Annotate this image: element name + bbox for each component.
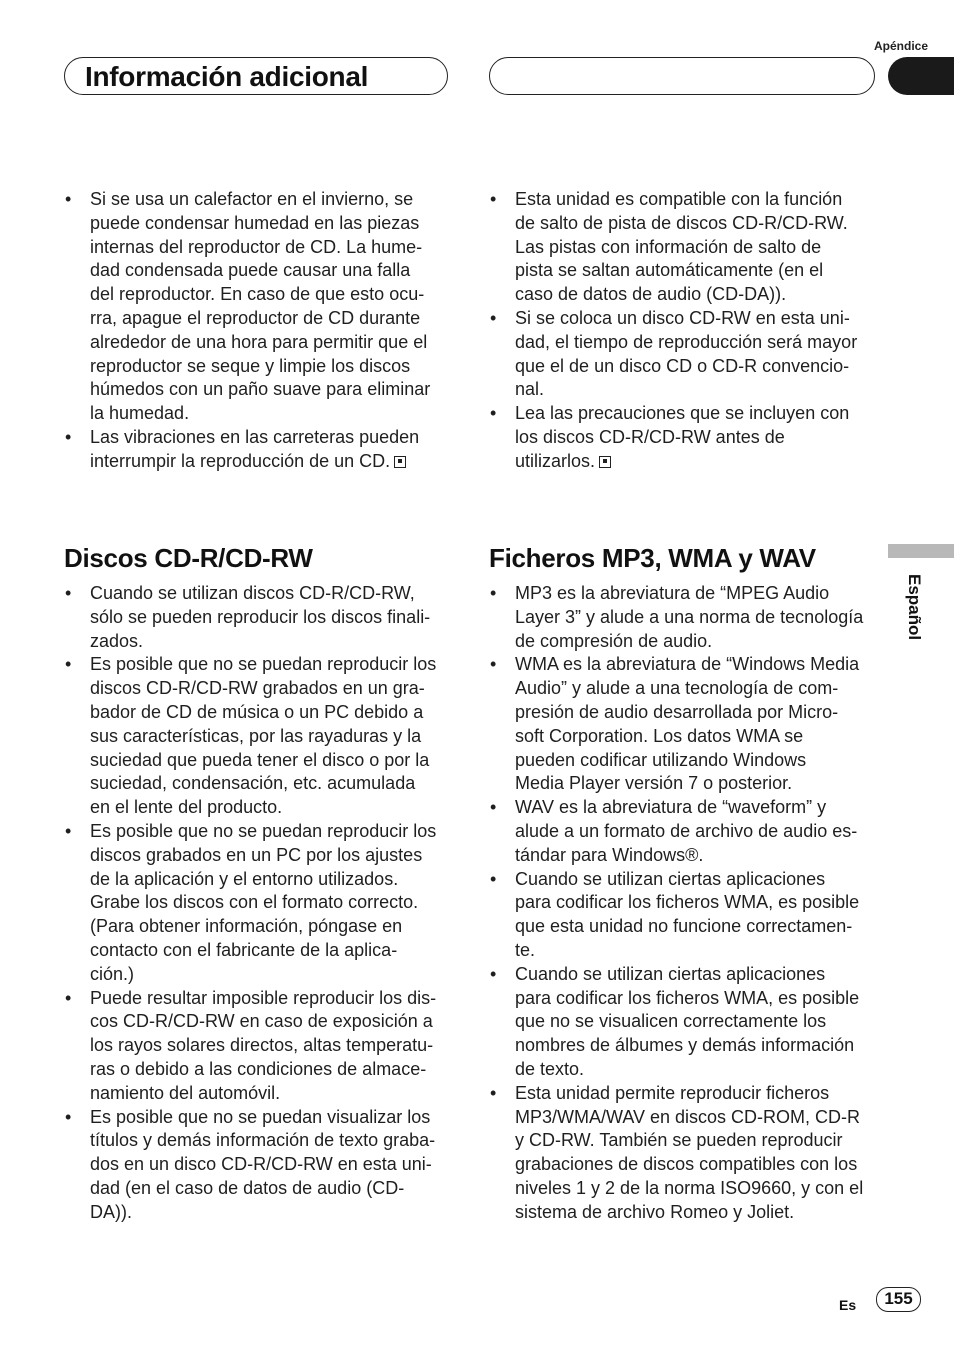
bullet-icon: • — [490, 654, 497, 675]
list-item-text: Cuando se utilizan discos CD-R/CD-RW, sólo se pueden reproducir los discos finali- zados. — [90, 583, 431, 651]
list-item — [64, 582, 452, 653]
bullet-icon: • — [490, 403, 497, 424]
page-title: Información adicional — [85, 61, 369, 92]
list-item-text: WMA es la abreviatura de “Windows Media Audio” y alude a una tecnología de com- presión de audio desarrollada por Micro- soft Corporation. Los datos WMA se pueden codificar utilizando Windows Media Player versión 7 o posterior. — [515, 654, 860, 794]
bullet-icon: • — [65, 987, 72, 1008]
bullet-icon: • — [65, 654, 72, 675]
list-item-text: Lea las precauciones que se incluyen con los discos CD-R/CD-RW antes de utilizarlos. — [515, 403, 850, 471]
header-empty-box — [489, 57, 875, 95]
cdr-column — [64, 582, 452, 1225]
bullet-icon: • — [65, 583, 72, 603]
list-item-text: Es posible que no se puedan reproducir los discos CD-R/CD-RW grabados en un gra- bador de CD de música o un PC debido a sus características, por las rayaduras y la suciedad que pueda tener el disco o por la suciedad, condensación, etc. acumulada en el lente del producto. — [90, 654, 437, 818]
list-item-text: Es posible que no se puedan reproducir los discos grabados en un PC por los ajustes de la aplicación y el entorno utilizados. Grabe los discos con el formato correcto. (Para obtener información, póngase en contacto con el fabricante de la aplica- ción.) — [90, 820, 437, 984]
bullet-icon: • — [65, 189, 72, 209]
list-item-text: Esta unidad es compatible con la función de salto de pista de discos CD-R/CD-RW. Las pistas con información de salto de pista se saltan automáticamente (en el caso de datos de audio (CD-DA)). — [515, 189, 848, 305]
list-item — [489, 402, 877, 473]
top-right-list — [489, 188, 877, 474]
list-item-text: MP3 es la abreviatura de “MPEG Audio Layer 3” y alude a una norma de tecnología de compresión de audio. — [515, 583, 864, 651]
list-item-text: Esta unidad permite reproducir ficheros MP3/WMA/WAV en discos CD-ROM, CD-R y CD-RW. También se pueden reproducir grabaciones de discos compatibles con los niveles 1 y 2 de la norma ISO9660, y con el sistema de archivo Romeo y Joliet. — [515, 1082, 864, 1222]
list-item-text: Cuando se utilizan ciertas aplicaciones para codificar los ficheros WMA, es posible que esta unidad no funcione correctamen- te. — [515, 868, 860, 960]
bullet-icon: • — [65, 426, 72, 447]
end-mark-icon — [394, 456, 406, 468]
footer-lang-code: Es — [839, 1297, 857, 1313]
section-label: Apéndice — [873, 39, 928, 53]
top-right-column — [489, 188, 877, 474]
section-heading-mp3: Ficheros MP3, WMA y WAV — [489, 543, 816, 573]
bullet-icon: • — [490, 868, 497, 889]
list-item — [489, 868, 877, 963]
bullet-icon: • — [490, 1082, 497, 1103]
mp3-list — [489, 582, 877, 1225]
end-mark-icon — [599, 456, 611, 468]
list-item — [489, 963, 877, 1082]
list-item-text: Si se usa un calefactor en el invierno, se puede condensar humedad en las piezas internas del reproductor de CD. La hume- dad condensada puede causar una falla del reproductor. En caso de que esto ocu- rra, apague el reproductor de CD durante alrededor de una hora para permitir que el reproductor se seque y limpie los discos húmedos con un paño suave para eliminar la humedad. — [90, 189, 431, 424]
list-item — [489, 1082, 877, 1225]
list-item — [489, 653, 877, 796]
list-item — [64, 987, 452, 1106]
bullet-icon: • — [490, 189, 497, 209]
page-number: 155 — [876, 1287, 921, 1312]
section-heading-cdr: Discos CD-R/CD-RW — [64, 543, 313, 573]
list-item-text: Es posible que no se puedan visualizar los títulos y demás información de texto graba- dos en un disco CD-R/CD-RW en esta uni- dad (en el caso de datos de audio (CD- DA)). — [90, 1106, 436, 1222]
list-item-text: Puede resultar imposible reproducir los dis- cos CD-R/CD-RW en caso de exposición a los rayos solares directos, altas temperatu- ras o debido a las condiciones de almace- namiento del automóvil. — [90, 987, 437, 1103]
bullet-icon: • — [490, 797, 497, 818]
top-left-list — [64, 188, 452, 474]
list-item-text: Cuando se utilizan ciertas aplicaciones para codificar los ficheros WMA, es posible que no se visualicen correctamente los nombres de álbumes y demás información de texto. — [515, 963, 860, 1079]
header-tab-marker — [888, 57, 954, 95]
side-tab-bar — [888, 544, 954, 558]
bullet-icon: • — [490, 583, 497, 603]
header-title-box — [64, 57, 448, 95]
bullet-icon: • — [65, 820, 72, 841]
list-item — [489, 188, 877, 307]
list-item-text: Si se coloca un disco CD-RW en esta uni- dad, el tiempo de reproducción será mayor que el de un disco CD o CD-R convencio- nal. — [515, 307, 858, 400]
mp3-column — [489, 582, 877, 1225]
list-item — [64, 820, 452, 987]
side-language-label: Español — [905, 574, 924, 641]
bullet-icon: • — [65, 1106, 72, 1127]
bullet-icon: • — [490, 307, 497, 328]
list-item — [489, 796, 877, 867]
list-item — [64, 188, 452, 426]
list-item-text: WAV es la abreviatura de “waveform” y alude a un formato de archivo de audio es- tándar para Windows®. — [515, 797, 858, 865]
list-item-text: Las vibraciones en las carreteras pueden interrumpir la reproducción de un CD. — [90, 426, 420, 471]
list-item — [64, 426, 452, 474]
top-left-column — [64, 188, 452, 474]
bullet-icon: • — [490, 963, 497, 984]
cdr-list — [64, 582, 452, 1225]
list-item — [489, 582, 877, 653]
list-item — [64, 1106, 452, 1225]
list-item — [489, 307, 877, 402]
list-item — [64, 653, 452, 820]
